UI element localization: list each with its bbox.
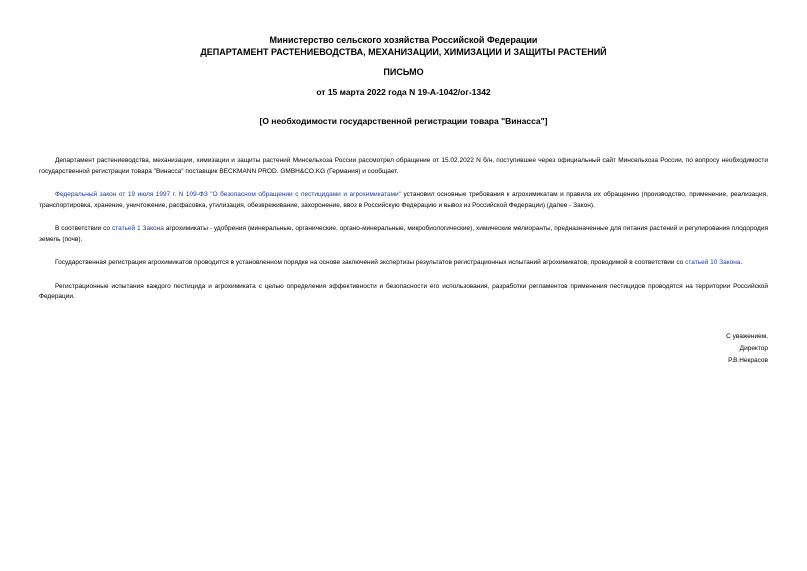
signature-closing: С уважением,: [726, 333, 768, 340]
article-10-link[interactable]: статьей 10 Закона: [685, 259, 741, 266]
paragraph-4-post: .: [740, 259, 743, 266]
paragraph-3-pre: В соответствии со: [55, 225, 112, 232]
document-date: от 15 марта 2022 года N 19-А-1042/ог-1342: [316, 87, 491, 97]
document-header: [0, 34, 807, 58]
signature-block: [726, 331, 768, 367]
federal-law-link[interactable]: Федеральный закон от 19 июля 1997 г. N 109-ФЗ "О безопасном обращении с пестицидами и агрохимикатами": [55, 191, 401, 198]
article-1-link[interactable]: статьей 1 Закона: [111, 225, 164, 232]
paragraph-4-pre: Государственная регистрация агрохимикатов проводится в установленном порядке на основе заключений экспертизы результатов регистрационных испытаний агрохимикатов, проводимой в соответствии со: [55, 259, 686, 266]
department-name: ДЕПАРТАМЕНТ РАСТЕНИЕВОДСТВА, МЕХАНИЗАЦИИ, ХИМИЗАЦИИ И ЗАЩИТЫ РАСТЕНИЙ: [200, 47, 607, 57]
ministry-name: Министерство сельского хозяйства Российской Федерации: [269, 35, 538, 45]
document-type: ПИСЬМО: [383, 67, 424, 77]
paragraph-3-post: агрохимикаты - удобрения (минеральные, органические, органо-минеральные, микробиологические), химические мелиоранты, предназначенные для питания растений и регулирования плодородия земель (почв).: [39, 225, 768, 243]
paragraph-1-text: Департамент растениеводства, механизации, химизации и защиты растений Минсельхоза России рассмотрел обращение от 15.02.2022 N б/н, поступившее через официальный сайт Минсельхоза России, по вопросу необходимости государственной регистрации товара "Винасса" поставщик BECKMANN PROD. GMBH&CO.KG (Германия) и сообщает.: [39, 157, 768, 175]
paragraph-2: [39, 190, 768, 211]
signature-position: Директор: [739, 345, 768, 352]
paragraph-3: [39, 224, 768, 245]
paragraph-5-text: Регистрационные испытания каждого пестицида и агрохимиката с целью определения эффективности и безопасности его использования, разработки регламентов применения пестицидов проводятся на территории Российской Федерации.: [39, 282, 768, 300]
paragraph-5: [39, 282, 768, 303]
paragraph-1: [39, 156, 768, 177]
paragraph-4: [39, 258, 768, 269]
document-body: [39, 156, 768, 316]
paragraph-2-text: установил основные требования к агрохимикатам и правила их обращению (производство, применение, реализация, транспортировка, хранение, уничтожение, расфасовка, утилизация, обезвреживание, захоронение, ввоз в Российскую Федерацию и вывоз из Российской Федерации) (далее - Закон).: [39, 191, 768, 209]
document-subject: [О необходимости государственной регистрации товара "Винасса"]: [259, 116, 548, 126]
signature-name: Р.В.Некрасов: [728, 357, 768, 364]
